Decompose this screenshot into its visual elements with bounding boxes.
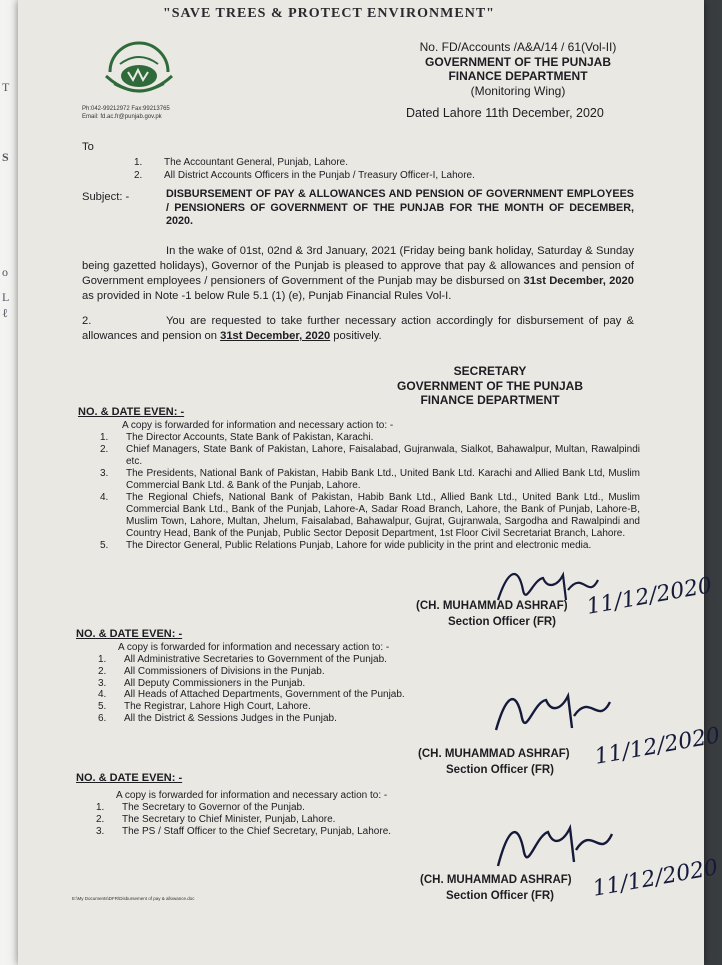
list-item: 3. The Presidents, National Bank of Pakistan, Habib Bank Ltd., United Bank Ltd. Karachi and Allied Bank Ltd, Muslim Commercial Bank Ltd. & Bank of the Punjab, Lahore. (100, 468, 640, 491)
signature-date: 11/12/2020 (590, 855, 721, 902)
signature-date: 11/12/2020 (592, 723, 722, 770)
officer-title: Section Officer (FR) (446, 764, 554, 776)
list-item: 2. Chief Managers, State Bank of Pakistan, Lahore, Faisalabad, Gujranwala, Sialkot, Bahawalpur, Multan, Rawalpindi etc. (100, 444, 640, 467)
list-item: 5. The Director General, Public Relations Punjab, Lahore for wide publicity in the print and electronic media. (100, 540, 592, 551)
list-item: 1. The Secretary to Governor of the Punjab. (96, 802, 305, 813)
list-item: 2. All Commissioners of Divisions in the Punjab. (98, 665, 325, 677)
letter-header (408, 40, 628, 98)
list-item: 1. All Administrative Secretaries to Government of the Punjab. (98, 654, 387, 665)
endorsement-intro: A copy is forwarded for information and necessary action to: - (118, 642, 390, 653)
letter-date: Dated Lahore 11th December, 2020 (406, 106, 604, 120)
signature-date: 11/12/2020 (584, 573, 715, 620)
header-wing: (Monitoring Wing) (470, 83, 566, 98)
secretary-block (390, 364, 590, 408)
paragraph-1: In the wake of 01st, 02nd & 3rd January, 2021 (Friday being bank holiday, Saturday & Sunday being gazetted holidays), Governor of the Punjab is pleased to approve that pay & allowances and pension of Government employees / pensioners of Government of the Punjab may be disbursed on 31st December, 2020 as provided in Note -1 below Rule 5.1 (1) (e), Punjab Financial Rules Vol-I. (82, 245, 635, 302)
list-item: 1. The Director Accounts, State Bank of Pakistan, Karachi. (100, 432, 374, 443)
endorsement-intro: A copy is forwarded for information and necessary action to: - (116, 790, 388, 801)
header-department: FINANCE DEPARTMENT (448, 69, 588, 83)
recipient-item: 1. The Accountant General, Punjab, Lahore. (134, 157, 349, 168)
secretary-title: SECRETARY (453, 364, 527, 378)
list-item: 5. The Registrar, Lahore High Court, Lahore. (98, 701, 311, 713)
endorsement-heading: NO. & DATE EVEN: - (76, 772, 183, 784)
phone-fax: Ph:042-99212972 Fax:99213765 (82, 106, 170, 112)
reference-number: No. FD/Accounts /A&A/14 / 61(Vol-II) (419, 40, 617, 54)
secretary-government: GOVERNMENT OF THE PUNJAB (396, 378, 583, 393)
background-page-edge: T S o L ℓ (0, 0, 18, 965)
list-item: 6. All the District & Sessions Judges in the Punjab. (98, 712, 337, 724)
list-item: 4. The Regional Chiefs, National Bank of Pakistan, Habib Bank Ltd., Allied Bank Ltd., United Bank Ltd., Muslim Commercial Bank Ltd., Bank of the Punjab, Lahore-A, Sadar Road Branch, Lahore, the Bank of Punjab, Lahore-B, Muslim Town, Lahore, Multan, Jhelum, Faisalabad, Bahawalpur, Gujrat, Gujranwala, Sargodha and Rawalpindi and Country Head, Bank of the Punjab, Public Sector Deposit Department, 1st Floor Civil Secretariat Branch, Lahore. (100, 492, 640, 539)
slogan: "SAVE TREES & PROTECT ENVIRONMENT" (163, 6, 495, 21)
list-item: 4. All Heads of Attached Departments, Government of the Punjab. (98, 689, 405, 701)
list-item: 3. All Deputy Commissioners in the Punjab. (98, 677, 306, 689)
subject-text: DISBURSEMENT OF PAY & ALLOWANCES AND PENSION OF GOVERNMENT EMPLOYEES / PENSIONERS OF GOVERNMENT OF THE PUNJAB FOR THE MONTH OF DECEMBER, 2020. (166, 188, 634, 227)
officer-name: (CH. MUHAMMAD ASHRAF) (416, 600, 568, 612)
document-page (18, 0, 722, 965)
list-item: 2. The Secretary to Chief Minister, Punjab, Lahore. (96, 814, 336, 825)
endorsement-list (100, 432, 640, 552)
endorsement-heading: NO. & DATE EVEN: - (76, 628, 183, 640)
header-government: GOVERNMENT OF THE PUNJAB (424, 54, 611, 69)
paragraph-2: 2. You are requested to take further necessary action accordingly for disbursement of pay & allowances and pension on 31st December, 2020 positively. (82, 315, 634, 342)
secretary-department: FINANCE DEPARTMENT (420, 393, 560, 407)
recipient-item: 2. All District Accounts Officers in the Punjab / Treasury Officer-I, Lahore. (134, 169, 475, 181)
signature-icon (488, 680, 648, 746)
list-item: 3. The PS / Staff Officer to the Chief Secretary, Punjab, Lahore. (96, 826, 392, 837)
punjab-government-seal-icon (100, 42, 178, 104)
to-label: To (82, 141, 94, 153)
subject-label: Subject: - (82, 191, 130, 203)
officer-name: (CH. MUHAMMAD ASHRAF) (420, 874, 572, 886)
endorsement-heading: NO. & DATE EVEN: - (78, 406, 185, 418)
recipient-list (134, 157, 654, 182)
officer-title: Section Officer (FR) (446, 890, 554, 902)
footer-file-path: E:\My Documents\DFR\Disbursement of pay & allowance.doc (72, 896, 195, 901)
endorsement-intro: A copy is forwarded for information and necessary action to: - (122, 420, 394, 431)
email: Email: fd.ac.fr@punjab.gov.pk (82, 114, 162, 120)
officer-title: Section Officer (FR) (448, 616, 556, 628)
officer-name: (CH. MUHAMMAD ASHRAF) (418, 748, 570, 760)
